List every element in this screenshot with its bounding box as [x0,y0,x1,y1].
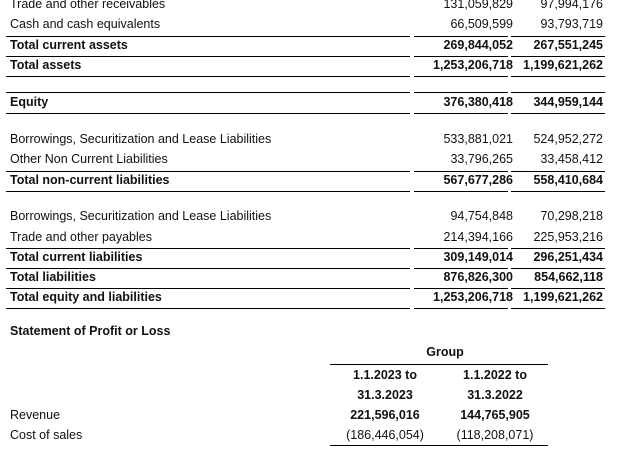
row-equity [6,94,610,113]
row-label: Total current assets [10,38,128,52]
row-total-current-assets [6,37,610,56]
row-label: Total equity and liabilities [10,290,162,304]
value-2023: 876,826,300 [443,270,513,284]
divider [6,92,410,93]
row-label: Trade and other receivables [10,0,166,11]
col-header-2022-line1: 1.1.2022 to [463,368,527,382]
row-trade-receivables [6,0,610,15]
value-2022: 225,953,216 [533,230,603,244]
divider [511,76,605,77]
value-2022: 1,199,621,262 [523,290,603,304]
row-total-ncl [6,172,610,191]
divider [6,76,410,77]
row-cl-borrowings [6,208,610,227]
divider [511,308,605,309]
revenue-2023: 221,596,016 [350,408,420,422]
value-2023: 376,380,418 [443,95,513,109]
value-2022: 97,994,176 [540,0,603,11]
row-label: Equity [10,95,49,109]
row-label: Other Non Current Liabilities [10,152,168,166]
cost-of-sales-2023: (186,446,054) [346,428,424,442]
row-total-cl [6,249,610,268]
row-ncl-borrowings [6,131,610,150]
divider [414,76,508,77]
row-label-cost-of-sales: Cost of sales [10,428,83,442]
cost-of-sales-2022: (118,208,071) [456,428,534,442]
row-label: Total non-current liabilities [10,173,170,187]
value-2022: 344,959,144 [533,95,603,109]
divider [414,308,508,309]
value-2022: 33,458,412 [540,152,603,166]
value-2022: 524,952,272 [533,132,603,146]
value-2023: 533,881,021 [443,132,513,146]
row-label-revenue: Revenue [10,408,61,422]
value-2022: 854,662,118 [534,270,603,284]
value-2022: 267,551,245 [533,38,603,52]
value-2022: 1,199,621,262 [523,58,603,72]
row-label: Trade and other payables [10,230,152,244]
divider [6,113,410,114]
divider [6,191,410,192]
row-total-equity-liabilities [6,289,610,308]
divider [6,308,410,309]
row-label: Borrowings, Securitization and Lease Liabilities [10,132,272,146]
divider [511,113,605,114]
row-label: Total assets [10,58,82,72]
divider [414,191,508,192]
value-2022: 558,410,684 [533,173,603,187]
value-2022: 70,298,218 [540,209,603,223]
row-total-liabilities [6,269,610,288]
row-label: Cash and cash equivalents [10,17,161,31]
divider [330,364,548,365]
divider [414,92,508,93]
value-2023: 214,394,166 [443,230,513,244]
value-2023: 1,253,206,718 [433,58,513,72]
revenue-2022: 144,765,905 [460,408,530,422]
value-2023: 33,796,265 [450,152,513,166]
value-2023: 269,844,052 [443,38,513,52]
value-2023: 309,149,014 [443,250,513,264]
row-cash [6,16,610,35]
divider [511,191,605,192]
value-2023: 567,677,286 [443,173,513,187]
divider [511,92,605,93]
value-2023: 66,509,599 [450,17,513,31]
value-2023: 1,253,206,718 [433,290,513,304]
col-header-2023-line1: 1.1.2023 to [353,368,417,382]
row-other-ncl [6,151,610,170]
row-trade-payables [6,229,610,248]
divider [330,445,548,446]
col-header-2022-line2: 31.3.2022 [467,388,523,402]
row-label: Total current liabilities [10,250,143,264]
divider [414,113,508,114]
row-label: Borrowings, Securitization and Lease Liabilities [10,209,272,223]
group-header: Group [426,345,464,359]
section-title: Statement of Profit or Loss [10,324,171,338]
row-total-assets [6,57,610,76]
value-2022: 296,251,434 [533,250,603,264]
value-2022: 93,793,719 [540,17,603,31]
value-2023: 94,754,848 [450,209,513,223]
row-label: Total liabilities [10,270,96,284]
col-header-2023-line2: 31.3.2023 [357,388,413,402]
value-2023: 131,059,829 [443,0,513,11]
